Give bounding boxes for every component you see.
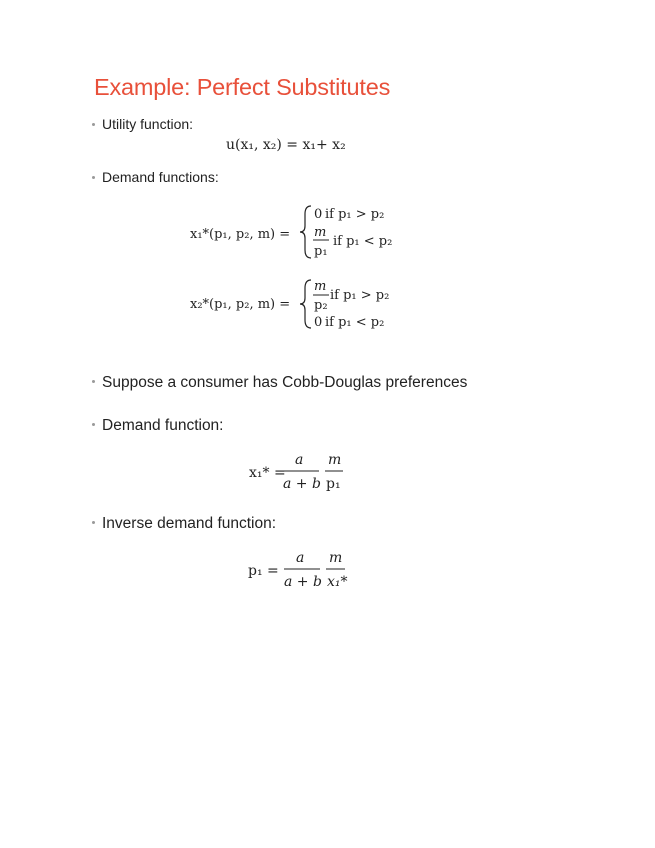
- utility-equation: [226, 134, 356, 158]
- x1-demand-equation: [190, 200, 393, 268]
- bullet-demand-functions: [92, 169, 219, 185]
- x1-case2-condition: if p₁ < p₂: [333, 234, 393, 249]
- bullet-inverse-demand: [92, 515, 276, 533]
- bullet-text: Demand functions:: [102, 169, 219, 185]
- bullet-dot: [92, 521, 95, 524]
- cd-demand-frac1-den: a + b: [283, 476, 321, 492]
- x1-demand-svg: [190, 200, 393, 264]
- cd-inverse-frac2-den: x₁*: [327, 574, 348, 590]
- utility-equation-text: u(x₁, x₂) = x₁+ x₂: [226, 137, 346, 153]
- bullet-dot: [92, 423, 95, 426]
- bullet-text: Utility function:: [102, 116, 194, 132]
- slide-title: Example: Perfect Substitutes: [94, 74, 391, 100]
- cd-demand-frac1-num: a: [295, 452, 304, 468]
- x2-brace: [300, 280, 311, 328]
- cd-demand-lhs: x₁* =: [249, 465, 286, 481]
- cd-demand-svg: [249, 450, 359, 496]
- x2-demand-svg: [190, 278, 390, 342]
- x1-case1-condition: if p₁ > p₂: [325, 207, 385, 222]
- cd-inverse-lhs: p₁ =: [248, 563, 279, 579]
- bullet-dot: [92, 123, 95, 126]
- bullet-text: Demand function:: [102, 417, 224, 434]
- bullet-dot: [92, 176, 95, 179]
- bullet-cobb-douglas: [92, 374, 467, 392]
- x1-case1-value: 0: [314, 207, 323, 222]
- cd-inverse-frac1-num: a: [296, 550, 305, 566]
- cd-demand-equation: [249, 450, 359, 500]
- x2-case1-condition: if p₁ > p₂: [330, 288, 390, 303]
- utility-equation-svg: [226, 134, 356, 154]
- x1-demand-lhs: x₁*(p₁, p₂, m) =: [190, 227, 291, 242]
- bullet-dot: [92, 380, 95, 383]
- cd-demand-frac2-den: p₁: [326, 476, 341, 492]
- x1-brace: [300, 206, 311, 258]
- bullet-demand-function: [92, 417, 224, 435]
- x1-case2-denominator: p₁: [314, 244, 328, 259]
- x2-case1-numerator: m: [314, 279, 327, 294]
- cd-inverse-equation: [248, 548, 358, 600]
- x2-case2-value: 0: [314, 315, 323, 330]
- x2-case1-denominator: p₂: [314, 298, 328, 313]
- bullet-text: Inverse demand function:: [102, 515, 277, 532]
- bullet-text: Suppose a consumer has Cobb-Douglas preferences: [102, 374, 468, 391]
- cd-inverse-svg: [248, 548, 358, 596]
- x2-case2-condition: if p₁ < p₂: [325, 315, 385, 330]
- cd-demand-frac2-num: m: [328, 452, 342, 468]
- bullet-utility-function: [92, 116, 193, 132]
- x1-case2-numerator: m: [314, 225, 327, 240]
- x2-demand-equation: [190, 278, 390, 346]
- x2-demand-lhs: x₂*(p₁, p₂, m) =: [190, 297, 291, 312]
- cd-inverse-frac1-den: a + b: [284, 574, 322, 590]
- cd-inverse-frac2-num: m: [329, 550, 343, 566]
